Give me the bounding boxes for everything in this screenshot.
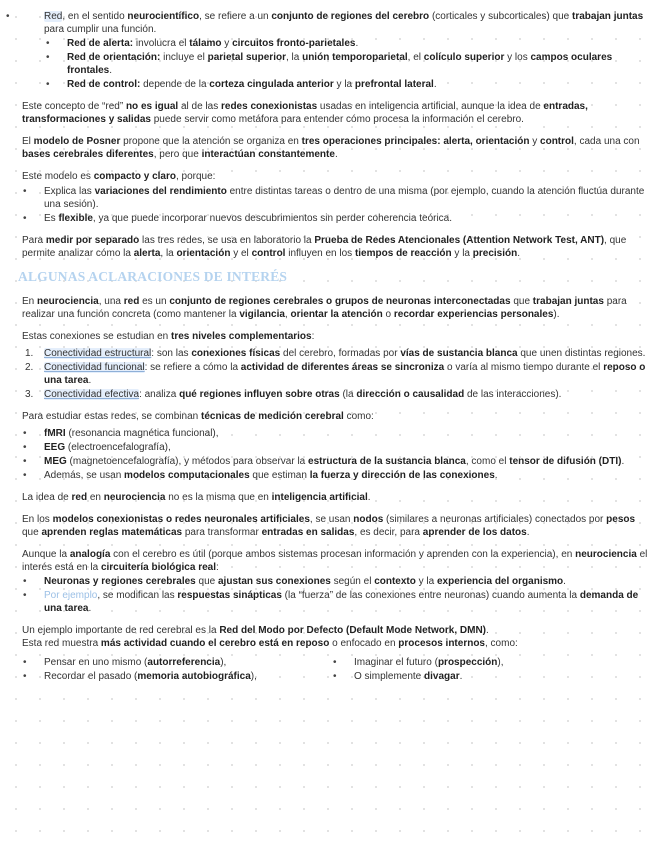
text-span: o enfocado en (329, 638, 399, 649)
bold-text: redes conexionistas (221, 101, 318, 112)
bold-text: experiencia del organismo (437, 576, 564, 587)
text-span: Para estudiar estas redes, se combinan (22, 411, 201, 422)
dmn-columns (22, 656, 648, 684)
list-item (22, 388, 648, 401)
text-span: , se modifican las (97, 590, 178, 601)
text-span: Aunque la (22, 549, 70, 560)
bold-text: neurociencia (103, 492, 166, 503)
paragraph (22, 548, 648, 574)
bold-text: campos oculares frontales (67, 52, 613, 76)
text-span: o (382, 309, 394, 320)
paragraph (22, 100, 648, 126)
text-span: . (494, 470, 498, 481)
connectivity-levels-list (22, 347, 648, 401)
text-span: que (22, 527, 42, 538)
bold-text: autorreferencia (147, 657, 221, 668)
paragraph (22, 135, 648, 161)
text-span: incluye el (160, 52, 208, 63)
dmn-list-left (22, 656, 332, 684)
paragraph (22, 295, 648, 321)
text-span: . (88, 603, 92, 614)
bold-text: la fuerza y dirección de las conexiones (309, 470, 495, 481)
text-span: , como: (485, 638, 518, 649)
bold-text: colículo superior (423, 52, 505, 63)
text-span: , que permite analizar cómo la (22, 235, 627, 259)
bold-text: prefrontal lateral (354, 79, 434, 90)
section-heading: ALGUNAS ACLARACIONES DE INTERÉS (18, 269, 288, 284)
text-span: Un ejemplo importante de red cerebral es la (22, 625, 220, 636)
text-span: y los (504, 52, 531, 63)
bold-text: control (540, 136, 574, 147)
text-span: que (195, 576, 218, 587)
text-span: (magnetoencefalografía), y métodos para observar la (66, 456, 309, 467)
text-span: (electroencefalografía), (65, 442, 171, 453)
text-span: Esta red muestra (22, 638, 101, 649)
bold-text: conjunto de regiones cerebrales o grupos de neuronas interconectadas (169, 296, 511, 307)
text-span: Estas conexiones se estudian en (22, 331, 171, 342)
text-span: Este concepto de “red” (22, 101, 126, 112)
bold-text: circuitería biológica real (100, 562, 216, 573)
text-span: de las interacciones). (464, 389, 562, 400)
text-span: . (88, 375, 92, 386)
text-span: usadas en inteligencia artificial, aunque la idea de (317, 101, 544, 112)
text-span: al de las (178, 101, 221, 112)
bold-text: Red del Modo por Defecto (Default Mode Network, DMN) (219, 625, 486, 636)
text-span: Para (22, 235, 46, 246)
bold-text: circuitos fronto-parietales (232, 38, 356, 49)
text-span: , la (285, 52, 303, 63)
paragraph (22, 234, 648, 260)
text-span: . (367, 492, 371, 503)
dmn-list-right (332, 656, 642, 684)
text-span: que unen distintas regiones. (517, 348, 646, 359)
text-span: (corticales y subcorticales) que (429, 11, 573, 22)
bold-text: modelos conexionistas o redes neuronales artificiales (52, 514, 310, 525)
bold-text: recordar experiencias personales (393, 309, 554, 320)
paragraph (22, 637, 648, 650)
text-span: las tres redes, se usa en laboratorio la (139, 235, 315, 246)
bold-text: unión temporoparietal (302, 52, 408, 63)
text-span: para realizar una función concreta (como mantener la (22, 296, 627, 320)
text-span: del cerebro, formadas por (280, 348, 401, 359)
bold-text: bases cerebrales diferentes (22, 149, 154, 160)
biological-list (22, 575, 648, 615)
text-span: La idea de (22, 492, 72, 503)
text-span: y la (415, 576, 437, 587)
text-span: para transformar (182, 527, 262, 538)
text-span: : analiza (139, 389, 180, 400)
bold-text: vigilancia (239, 309, 285, 320)
bold-text: precisión (472, 248, 518, 259)
bold-text: nodos (353, 514, 384, 525)
list-item (332, 656, 642, 669)
text-span: depende de la (140, 79, 210, 90)
bold-text: tres niveles complementarios (170, 331, 312, 342)
list-item (22, 656, 332, 669)
text-span: ). (553, 309, 560, 320)
paragraph (22, 330, 648, 343)
text-span: puede servir como metáfora para entender cómo procesa la información el cerebro. (150, 114, 524, 125)
bold-text: modelos computacionales (124, 470, 250, 481)
text-span: que estiman (249, 470, 310, 481)
text-span: 2. (25, 362, 34, 373)
bold-text: conjunto de regiones del cerebro (271, 11, 430, 22)
text-span: , el (407, 52, 424, 63)
bold-text: corteza cingulada anterior (209, 79, 334, 90)
text-span: . (517, 248, 521, 259)
text-span: , pero que (153, 149, 202, 160)
bold-text: neurociencia (575, 549, 637, 560)
bold-text: qué regiones influyen sobre otras (179, 389, 340, 400)
text-span: 1. (25, 348, 34, 359)
bold-text: tiempos de reacción (354, 248, 452, 259)
text-span: , como el (465, 456, 510, 467)
text-span: para cumplir una función. (44, 24, 157, 35)
bold-text: fMRI (44, 428, 66, 439)
bold-text: Neuronas y regiones cerebrales (44, 576, 196, 587)
list-item (332, 670, 642, 683)
bold-text: alerta (133, 248, 161, 259)
list-item (22, 670, 332, 683)
bold-text: analogía (69, 549, 111, 560)
bold-text: procesos internos (398, 638, 485, 649)
text-span: y la (333, 79, 355, 90)
bold-text: reposo o una tarea (44, 362, 646, 386)
text-span: , ya que puede incorporar nuevos descubrimientos sin perder coherencia teórica. (92, 213, 453, 224)
text-span: y (529, 136, 541, 147)
text-span: , se refiere a un (199, 11, 272, 22)
network-sublist (22, 37, 648, 91)
list-item (22, 361, 648, 387)
bold-text: divagar (424, 671, 460, 682)
bold-text: orientar la atención (290, 309, 383, 320)
text-span: según el (330, 576, 375, 587)
bold-text: EEG (44, 442, 66, 453)
text-span: y (221, 38, 233, 49)
text-span: o varía al mismo tiempo durante el (444, 362, 604, 373)
text-span: El (22, 136, 34, 147)
bold-text: modelo de Posner (33, 136, 121, 147)
text-span: . (486, 625, 489, 636)
techniques-list (22, 427, 648, 482)
text-span: : se refiere a cómo la (144, 362, 241, 373)
bold-text: tálamo (189, 38, 222, 49)
bold-text: dirección o causalidad (356, 389, 465, 400)
text-span: Explica las (44, 186, 95, 197)
bold-text: vías de sustancia blanca (400, 348, 518, 359)
bold-text: trabajan juntas (532, 296, 604, 307)
list-item (22, 589, 648, 615)
list-item (22, 469, 648, 482)
model-benefits-list (22, 185, 648, 225)
text-span: influyen en los (285, 248, 355, 259)
text-span: : (311, 331, 315, 342)
text-span: Este modelo es (22, 171, 94, 182)
intro-list (22, 10, 648, 36)
text-span: : son las (151, 348, 192, 359)
bold-text: actividad de diferentes áreas se sincroniza (240, 362, 445, 373)
bold-text: trabajan juntas (572, 11, 644, 22)
text-span: 3. (25, 389, 34, 400)
text-span: Es (44, 213, 59, 224)
list-item (22, 441, 648, 454)
bold-text: prospección (437, 657, 498, 668)
bold-text: Red de orientación: (67, 52, 161, 63)
text-span: ), (497, 657, 504, 668)
paragraph (22, 170, 648, 183)
text-span: Recordar el pasado ( (44, 671, 138, 682)
bold-text: no es igual (125, 101, 179, 112)
bold-text: neurocientífico (127, 11, 200, 22)
text-span: y la (451, 248, 473, 259)
text-span: , porque: (175, 171, 216, 182)
text-span: . (355, 38, 359, 49)
bold-text: técnicas de medición cerebral (200, 411, 344, 422)
text-span: , es decir, para (354, 527, 423, 538)
paragraph (22, 624, 648, 637)
highlighted-term: Red (44, 11, 63, 22)
list-item (22, 347, 648, 360)
paragraph (22, 513, 648, 539)
bold-text: parietal superior (207, 52, 286, 63)
bold-text: aprenden reglas matemáticas (41, 527, 183, 538)
paragraph (22, 491, 648, 504)
bold-text: neurociencia (37, 296, 99, 307)
list-item (22, 455, 648, 468)
text-span: , (284, 309, 291, 320)
text-span: : (215, 562, 219, 573)
highlighted-term: Conectividad funcional (44, 362, 145, 373)
text-span: (resonancia magnética funcional), (65, 428, 219, 439)
text-span: con el cerebro es útil (porque ambos sistemas procesan información y aprenden con la experiencia), en (110, 549, 576, 560)
text-span: , la (160, 248, 177, 259)
text-span: involucra el (133, 38, 190, 49)
bold-text: compacto y claro (93, 171, 176, 182)
highlighted-term: Conectividad efectiva (44, 389, 140, 400)
text-span: . (563, 576, 566, 587)
text-span: el interés está en la (22, 549, 648, 573)
text-span: no es la misma que en (165, 492, 272, 503)
list-item (22, 575, 648, 588)
list-item (22, 37, 648, 50)
bold-text: más actividad cuando el cerebro está en reposo (100, 638, 330, 649)
text-span: , se usan (309, 514, 354, 525)
bold-text: MEG (44, 456, 67, 467)
text-span: Además, se usan (44, 470, 125, 481)
bold-text: interactúan constantemente (201, 149, 335, 160)
text-span: (la “fuerza” de las conexiones entre neuronas) cuando aumenta la (281, 590, 580, 601)
bold-text: memoria autobiográfica (137, 671, 251, 682)
text-span: . (433, 79, 437, 90)
bold-text: estructura de la sustancia blanca (308, 456, 466, 467)
text-span: (similares a neuronas artificiales) conectados por (383, 514, 607, 525)
text-span: como: (343, 411, 374, 422)
text-span: . (526, 527, 530, 538)
text-span: es un (139, 296, 170, 307)
text-span: En los (22, 514, 53, 525)
text-span: . (459, 671, 463, 682)
text-span: ), (220, 657, 227, 668)
bold-text: red (123, 296, 140, 307)
list-item (22, 78, 648, 91)
highlighted-term: Conectividad estructural (44, 348, 152, 359)
bold-text: variaciones del rendimiento (94, 186, 227, 197)
text-span: ), (250, 671, 257, 682)
text-span: En (22, 296, 38, 307)
text-span: (la (339, 389, 357, 400)
text-span: Imaginar el futuro ( (354, 657, 438, 668)
bold-text: tres operaciones principales: alerta, orientación (301, 136, 530, 147)
bold-text: medir por separado (45, 235, 140, 246)
bold-text: contexto (374, 576, 416, 587)
bold-text: ajustan sus conexiones (218, 576, 331, 587)
list-item (22, 51, 648, 77)
text-span: O simplemente (354, 671, 425, 682)
faded-text: Por ejemplo (44, 590, 98, 601)
bold-text: orientación (176, 248, 231, 259)
bold-text: pesos (606, 514, 636, 525)
text-span: que (510, 296, 533, 307)
text-span: y el (230, 248, 252, 259)
bold-text: entradas en salidas (261, 527, 355, 538)
text-span: propone que la atención se organiza en (120, 136, 302, 147)
bold-text: conexiones físicas (191, 348, 281, 359)
bold-text: respuestas sinápticas (177, 590, 282, 601)
bold-text: Prueba de Redes Atencionales (Attention Network Test, ANT) (314, 235, 605, 246)
bold-text: demanda de una tarea (44, 590, 639, 614)
bold-text: entradas, transformaciones y salidas (22, 101, 588, 125)
text-span: . (621, 456, 625, 467)
text-span: Pensar en uno mismo ( (44, 657, 148, 668)
text-span: , una (98, 296, 124, 307)
bold-text: flexible (58, 213, 93, 224)
text-span: . (109, 65, 113, 76)
paragraph (22, 410, 648, 423)
text-span: , cada una con (573, 136, 640, 147)
bold-text: Red de control: (67, 79, 141, 90)
text-span: , en el sentido (62, 11, 128, 22)
bold-text: control (251, 248, 286, 259)
bold-text: inteligencia artificial (271, 492, 368, 503)
list-item (22, 185, 648, 211)
list-item (8, 10, 648, 36)
bold-text: red (71, 492, 88, 503)
list-item (22, 427, 648, 440)
text-span: entre distintas tareas o dentro de una misma (por ejemplo, cuando la atención fluctúa durante una sesión). (44, 186, 645, 210)
bold-text: Red de alerta: (67, 38, 134, 49)
text-span: . (334, 149, 338, 160)
bold-text: tensor de difusión (DTI) (509, 456, 622, 467)
list-item (22, 212, 648, 225)
text-span: en (87, 492, 104, 503)
bold-text: aprender de los datos (422, 527, 527, 538)
